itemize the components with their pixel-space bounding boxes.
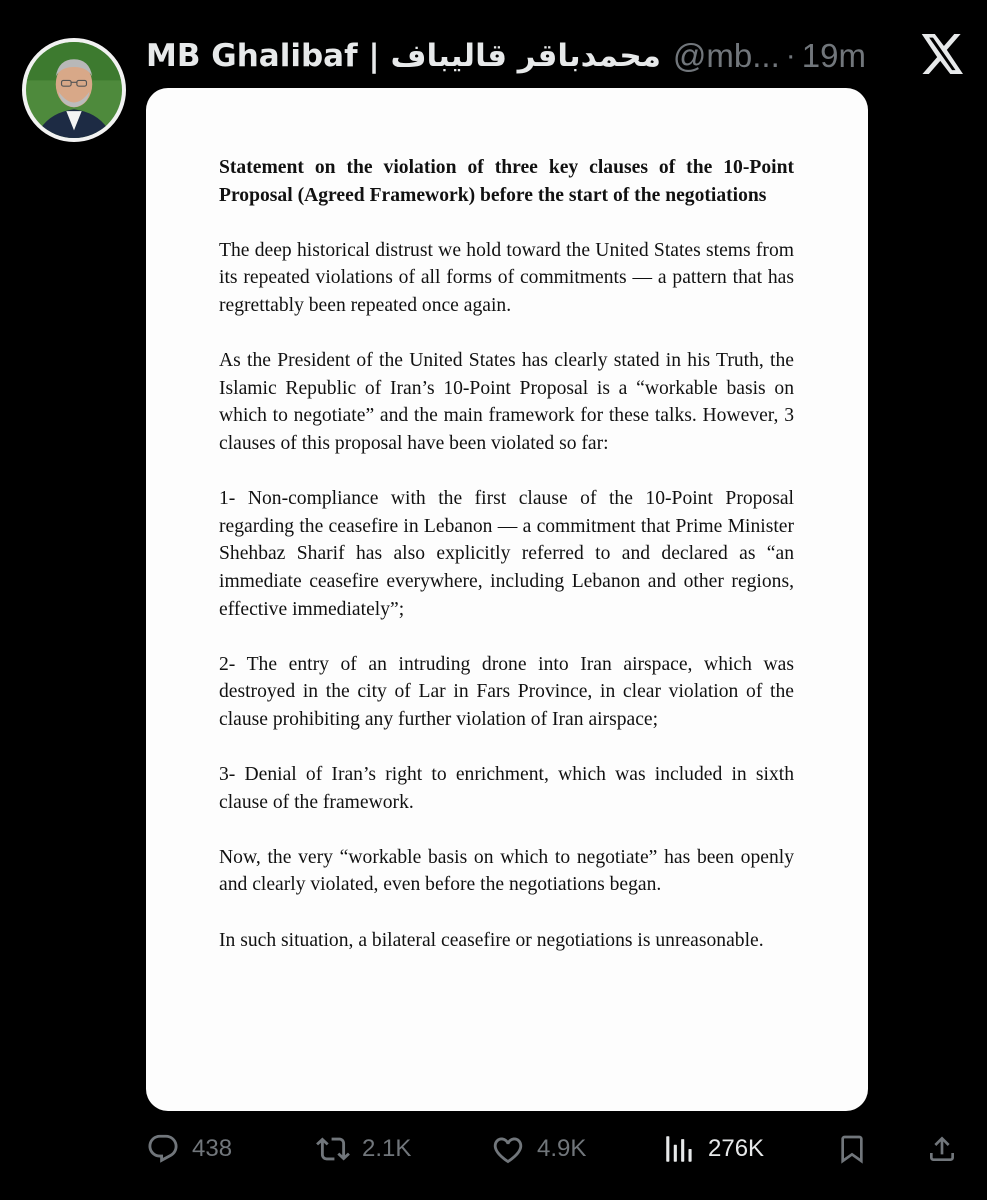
statement-paragraph: As the President of the United States has clearly stated in his Truth, the Islamic Republic of Iran’s 10-Point Proposal is a “workable basis on which to negotiate” and the main framework for these talks. However, 3 clauses of this proposal have been violated so far: <box>219 350 794 454</box>
statement-title: Statement on the violation of three key clauses of the 10-Point Proposal (Agreed Framework) before the start of the negotiations <box>219 157 794 206</box>
engagement-bar <box>0 1125 987 1173</box>
share-button[interactable] <box>926 1125 958 1173</box>
reply-icon <box>146 1132 180 1166</box>
statement-paragraph: 1- Non-compliance with the first clause of the 10-Point Proposal regarding the ceasefire in Lebanon — a commitment that Prime Minister Shehbaz Sharif has also explicitly referred to and declared as “an immediate ceasefire everywhere, including Lebanon and other regions, effective immediately”; <box>219 488 794 620</box>
avatar[interactable] <box>22 38 126 142</box>
views-icon <box>662 1132 696 1166</box>
user-handle[interactable]: @mb... <box>672 37 780 74</box>
statement-paragraph: 2- The entry of an intruding drone into Iran airspace, which was destroyed in the city of Lar in Fars Province, in clear violation of the clause prohibiting any further violation of Iran airspace; <box>219 653 794 730</box>
bookmark-icon <box>836 1133 868 1165</box>
timestamp[interactable]: 19m <box>801 37 866 74</box>
statement-image[interactable] <box>146 88 868 1111</box>
x-logo-icon[interactable] <box>921 34 965 74</box>
repost-count: 2.1K <box>362 1135 412 1162</box>
statement-paragraph: Now, the very “workable basis on which to negotiate” has been openly and clearly violated, even before the negotiations began. <box>219 846 794 896</box>
tweet-header <box>146 30 866 82</box>
statement-paragraph: In such situation, a bilateral ceasefire or negotiations is unreasonable. <box>219 929 764 951</box>
statement-paragraph: The deep historical distrust we hold toward the United States stems from its repeated violations of all forms of commitments — a pattern that has regrettably been repeated once again. <box>219 239 794 316</box>
statement-document <box>219 154 794 982</box>
reply-count: 438 <box>192 1135 233 1162</box>
repost-button[interactable] <box>316 1125 411 1173</box>
views-button[interactable] <box>662 1125 764 1173</box>
retweet-icon <box>316 1132 350 1166</box>
reply-button[interactable] <box>146 1125 232 1173</box>
like-button[interactable] <box>491 1125 586 1173</box>
share-icon <box>926 1133 958 1165</box>
views-count: 276K <box>708 1135 765 1162</box>
heart-icon <box>491 1132 525 1166</box>
statement-paragraph: 3- Denial of Iran’s right to enrichment, which was included in sixth clause of the framework. <box>219 764 794 813</box>
bookmark-button[interactable] <box>836 1125 868 1173</box>
separator-dot: · <box>785 39 796 72</box>
display-name[interactable]: MB Ghalibaf | محمدباقر قالیباف <box>146 38 661 74</box>
like-count: 4.9K <box>537 1135 587 1162</box>
